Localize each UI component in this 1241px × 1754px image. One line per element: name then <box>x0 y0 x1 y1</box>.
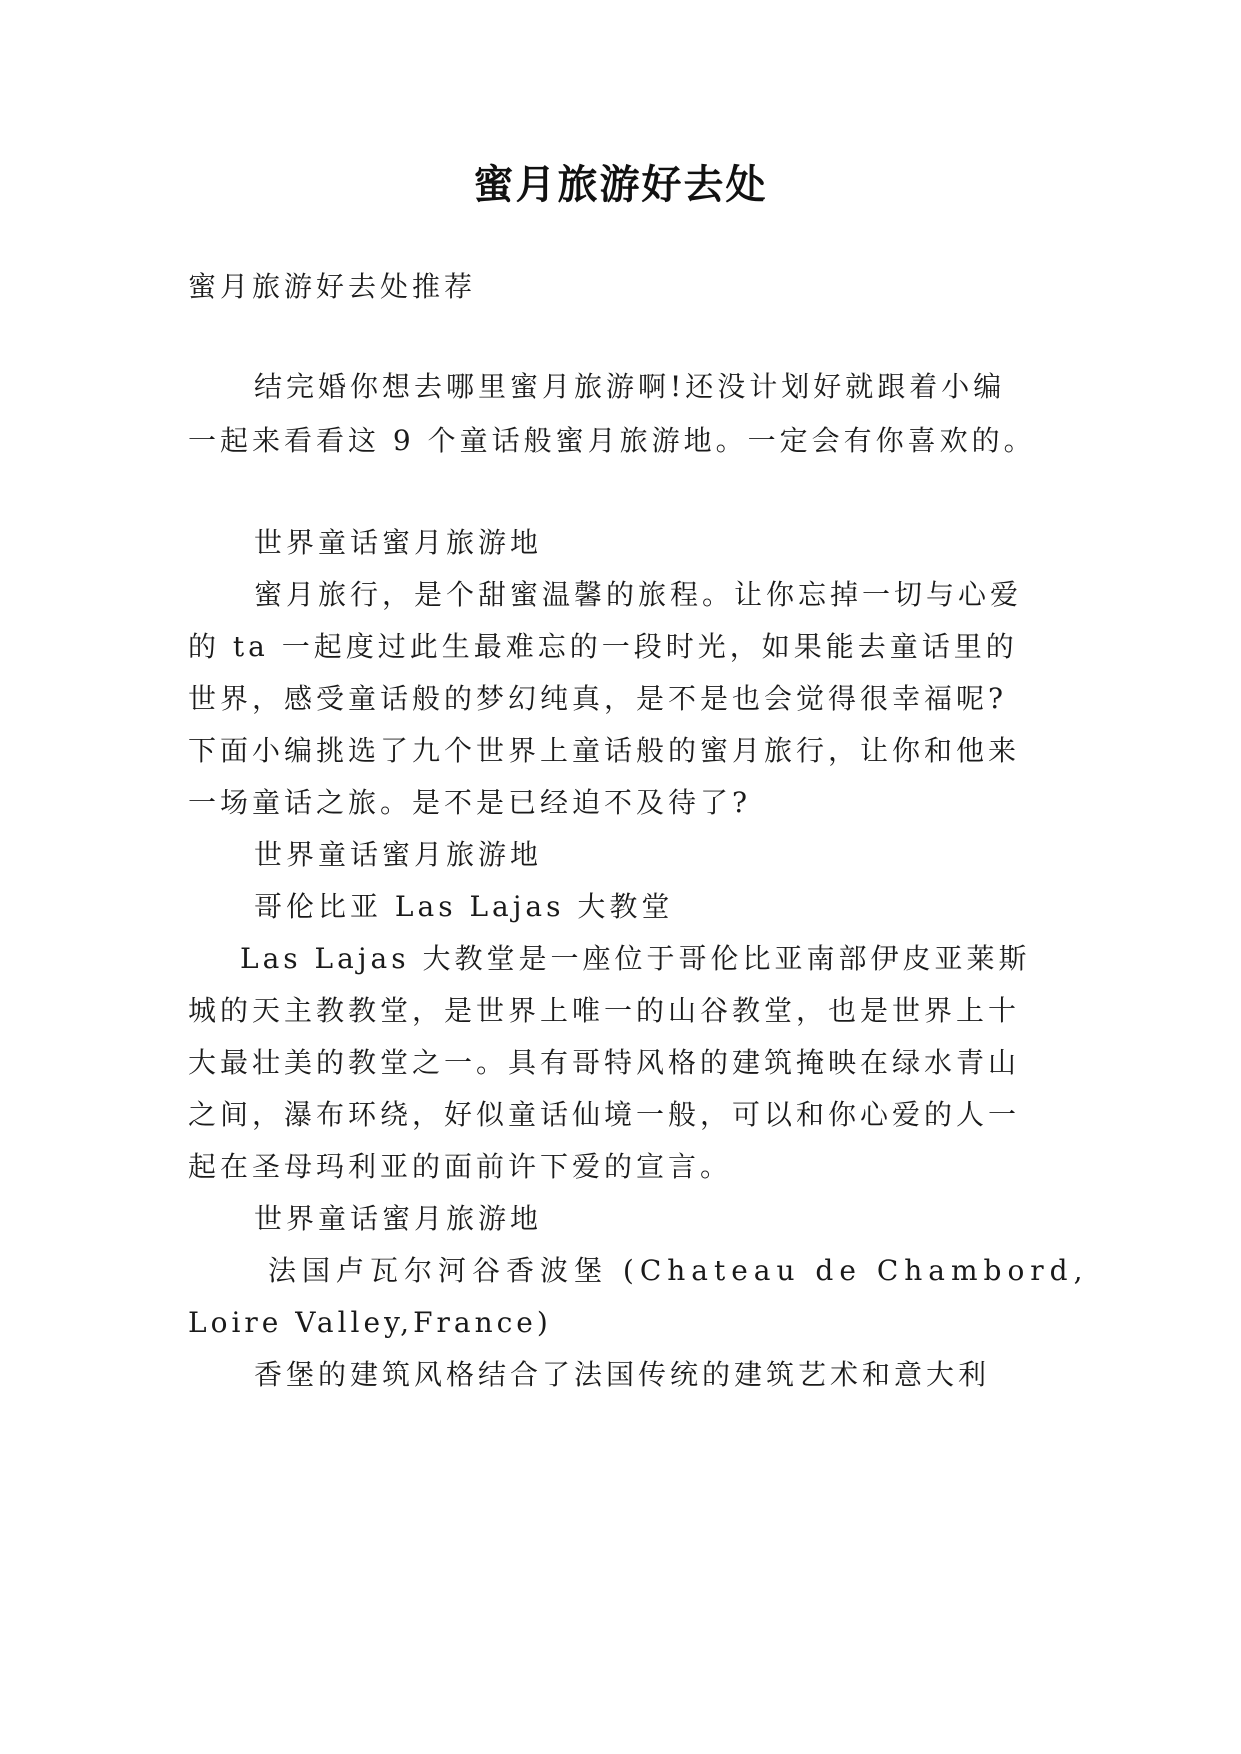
paragraph-line: Las Lajas 大教堂是一座位于哥伦比亚南部伊皮亚莱斯 <box>240 942 1031 975</box>
paragraph-line: 蜜月旅行，是个甜蜜温馨的旅程。让你忘掉一切与心爱 <box>254 578 1023 611</box>
paragraph-line: 之间，瀑布环绕，好似童话仙境一般，可以和你心爱的人一 <box>188 1098 1021 1131</box>
section-heading: 世界童话蜜月旅游地 <box>254 1202 543 1235</box>
paragraph-line: 的 ta 一起度过此生最难忘的一段时光，如果能去童话里的 <box>188 630 1018 663</box>
paragraph-line: 大最壮美的教堂之一。具有哥特风格的建筑掩映在绿水青山 <box>188 1046 1021 1079</box>
paragraph-line: 一起来看看这 9 个童话般蜜月旅游地。一定会有你喜欢的。 <box>188 424 1036 457</box>
section-heading: 世界童话蜜月旅游地 <box>254 526 543 559</box>
paragraph-line: 起在圣母玛利亚的面前许下爱的宣言。 <box>188 1150 733 1183</box>
paragraph-line: 世界，感受童话般的梦幻纯真，是不是也会觉得很幸福呢? <box>188 682 1008 715</box>
document-title: 蜜月旅游好去处 <box>473 162 768 208</box>
section-heading: 世界童话蜜月旅游地 <box>254 838 543 871</box>
place-heading: 哥伦比亚 Las Lajas 大教堂 <box>254 890 674 923</box>
subtitle-line: 蜜月旅游好去处推荐 <box>188 270 477 303</box>
paragraph-line: 结完婚你想去哪里蜜月旅游啊!还没计划好就跟着小编 <box>254 370 1006 403</box>
place-heading-continued: Loire Valley,France) <box>188 1306 552 1339</box>
paragraph-line: 下面小编挑选了九个世界上童话般的蜜月旅行，让你和他来 <box>188 734 1021 767</box>
place-heading: 法国卢瓦尔河谷香波堡 (Chateau de Chambord, <box>268 1254 1089 1287</box>
paragraph-line: 一场童话之旅。是不是已经迫不及待了? <box>188 786 752 819</box>
paragraph-line: 城的天主教教堂，是世界上唯一的山谷教堂，也是世界上十 <box>188 994 1021 1027</box>
paragraph-line: 香堡的建筑风格结合了法国传统的建筑艺术和意大利 <box>254 1358 991 1391</box>
